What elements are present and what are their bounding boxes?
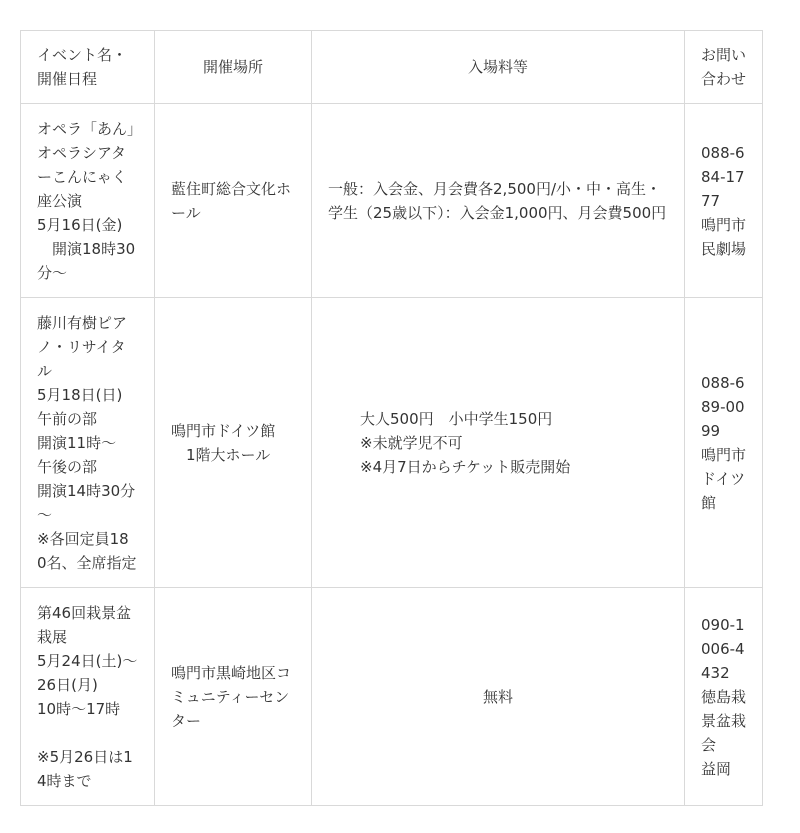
- event-note: ※各回定員180名、全席指定: [37, 529, 137, 572]
- fee-cell: [312, 104, 685, 298]
- fee-prices: 大人500円 小中学生150円: [360, 409, 553, 428]
- contact-org: 鳴門市民劇場: [701, 215, 747, 258]
- fee-ticket-note: ※4月7日からチケット販売開始: [360, 457, 571, 476]
- event-date: 5月16日(金): [37, 215, 123, 234]
- venue-name: 藍住町総合文化ホール: [171, 179, 292, 222]
- contact-phone: 090-1006-4432: [701, 615, 745, 682]
- event-title: 藤川有樹ピアノ・リサイタル: [37, 313, 128, 380]
- contact-cell: [685, 104, 763, 298]
- event-session-pm: 午後の部: [37, 457, 98, 476]
- event-title: 第46回栽景盆栽展: [37, 603, 132, 646]
- header-fee: 入場料等: [312, 31, 685, 104]
- header-contact: お問い合わせ: [685, 31, 763, 104]
- contact-cell: [685, 298, 763, 588]
- fee-cell: [312, 588, 685, 806]
- contact-phone: 088-689-0099: [701, 373, 745, 440]
- event-time: 10時～17時: [37, 699, 121, 718]
- contact-phone: 088-684-1777: [701, 143, 745, 210]
- event-date: 5月24日(土)～26日(月): [37, 651, 138, 694]
- fee-cell: [312, 298, 685, 588]
- events-table: [20, 30, 763, 806]
- event-time-am: 開演11時～: [37, 433, 117, 452]
- contact-org: 徳島栽景盆栽会: [701, 687, 747, 754]
- fee-note: ※未就学児不可: [360, 433, 463, 452]
- fee-text: 無料: [482, 687, 513, 706]
- venue-name: 鳴門市黒崎地区コミュニティーセンター: [171, 663, 292, 730]
- contact-cell: [685, 588, 763, 806]
- venue-name: 鳴門市ドイツ館: [171, 421, 276, 440]
- header-row: [21, 31, 763, 104]
- table-row: [21, 104, 763, 298]
- fee-text: 一般：入会金、月会費各2,500円/小・中・高生・学生（25歳以下）：入会金1,000円、月会費500円: [328, 179, 667, 222]
- venue-cell: [155, 104, 312, 298]
- event-cell: [21, 298, 155, 588]
- event-date: 5月18日(日): [37, 385, 123, 404]
- event-cell: [21, 104, 155, 298]
- venue-cell: [155, 588, 312, 806]
- table-row: [21, 588, 763, 806]
- event-session-am: 午前の部: [37, 409, 98, 428]
- event-title: オペラ「あん」: [37, 119, 143, 138]
- contact-org: 鳴門市ドイツ館: [701, 445, 747, 512]
- event-subtitle: オペラシアターこんにゃく座公演: [37, 143, 127, 210]
- venue-hall: 1階大ホール: [171, 445, 271, 464]
- event-note: ※5月26日は14時まで: [37, 747, 133, 790]
- event-cell: [21, 588, 155, 806]
- event-time: 開演18時30分～: [37, 239, 136, 282]
- contact-person: 益岡: [701, 759, 732, 778]
- venue-cell: [155, 298, 312, 588]
- table-row: [21, 298, 763, 588]
- event-blank-line: [37, 721, 138, 745]
- header-venue: 開催場所: [155, 31, 312, 104]
- event-time-pm: 開演14時30分～: [37, 481, 136, 524]
- header-event: イベント名・開催日程: [21, 31, 155, 104]
